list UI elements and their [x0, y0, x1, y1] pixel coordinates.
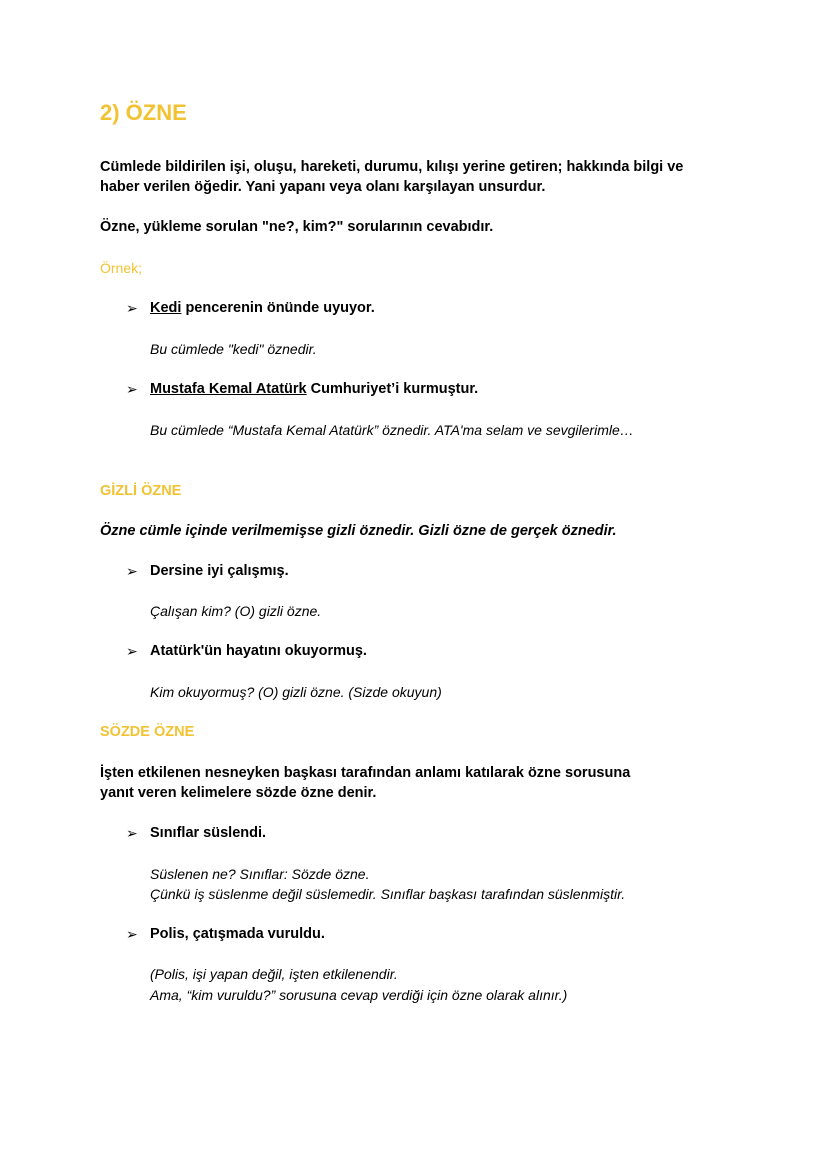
- bullet-arrow-icon: ➢: [126, 381, 138, 397]
- section-heading-pseudo: SÖZDE ÖZNE: [100, 724, 195, 740]
- example-subject: Kedi: [150, 300, 182, 316]
- pseudo-definition-line-1: İşten etkilenen nesneyken başkası tarafından anlamı katılarak özne sorusuna: [100, 765, 631, 781]
- example-rest: pencerenin önünde uyuyor.: [181, 300, 375, 316]
- pseudo-sentence: Polis, çatışmada vuruldu.: [150, 926, 325, 942]
- example-note: Bu cümlede "kedi" öznedir.: [150, 341, 317, 357]
- pseudo-note-line-1: Süslenen ne? Sınıflar: Sözde özne.: [150, 866, 370, 882]
- pseudo-note-line-2: Çünkü iş süslenme değil süslemedir. Sınıflar başkası tarafından süslenmiştir.: [150, 886, 626, 902]
- page-title: 2) ÖZNE: [100, 100, 187, 125]
- pseudo-sentence: Sınıflar süslendi.: [150, 825, 267, 841]
- intro-line-2: haber verilen öğedir. Yani yapanı veya olanı karşılayan unsurdur.: [100, 179, 546, 195]
- bullet-arrow-icon: ➢: [126, 643, 138, 659]
- question-text: Özne, yükleme sorulan "ne?, kim?" sorularının cevabıdır.: [100, 219, 494, 235]
- bullet-arrow-icon: ➢: [126, 825, 138, 841]
- example-note: Bu cümlede “Mustafa Kemal Atatürk” öznedir. ATA'ma selam ve sevgilerimle…: [150, 422, 634, 438]
- bullet-arrow-icon: ➢: [126, 563, 138, 579]
- pseudo-definition-line-2: yanıt veren kelimelere sözde özne denir.: [100, 785, 377, 801]
- intro-line-1: Cümlede bildirilen işi, oluşu, hareketi, durumu, kılışı yerine getiren; hakkında bilgi ve: [100, 159, 684, 175]
- bullet-arrow-icon: ➢: [126, 926, 138, 942]
- section-heading-hidden: GİZLİ ÖZNE: [100, 483, 182, 499]
- hidden-note: Çalışan kim? (O) gizli özne.: [150, 603, 322, 619]
- example-rest: Cumhuriyet’i kurmuştur.: [306, 381, 479, 397]
- bullet-arrow-icon: ➢: [126, 300, 138, 316]
- example-sentence: [150, 381, 478, 397]
- pseudo-note-line-1: (Polis, işi yapan değil, işten etkilenendir.: [150, 966, 398, 982]
- hidden-note: Kim okuyormuş? (O) gizli özne. (Sizde okuyun): [150, 684, 442, 700]
- hidden-sentence: Dersine iyi çalışmış.: [150, 563, 289, 579]
- pseudo-note-line-2: Ama, “kim vuruldu?” sorusuna cevap verdiği için özne olarak alınır.): [150, 987, 568, 1003]
- example-subject: Mustafa Kemal Atatürk: [150, 381, 307, 397]
- hidden-definition: Özne cümle içinde verilmemişse gizli öznedir. Gizli özne de gerçek öznedir.: [100, 523, 617, 539]
- example-label: Örnek;: [100, 260, 143, 276]
- hidden-sentence: Atatürk'ün hayatını okuyormuş.: [150, 643, 367, 659]
- example-sentence: [150, 300, 375, 316]
